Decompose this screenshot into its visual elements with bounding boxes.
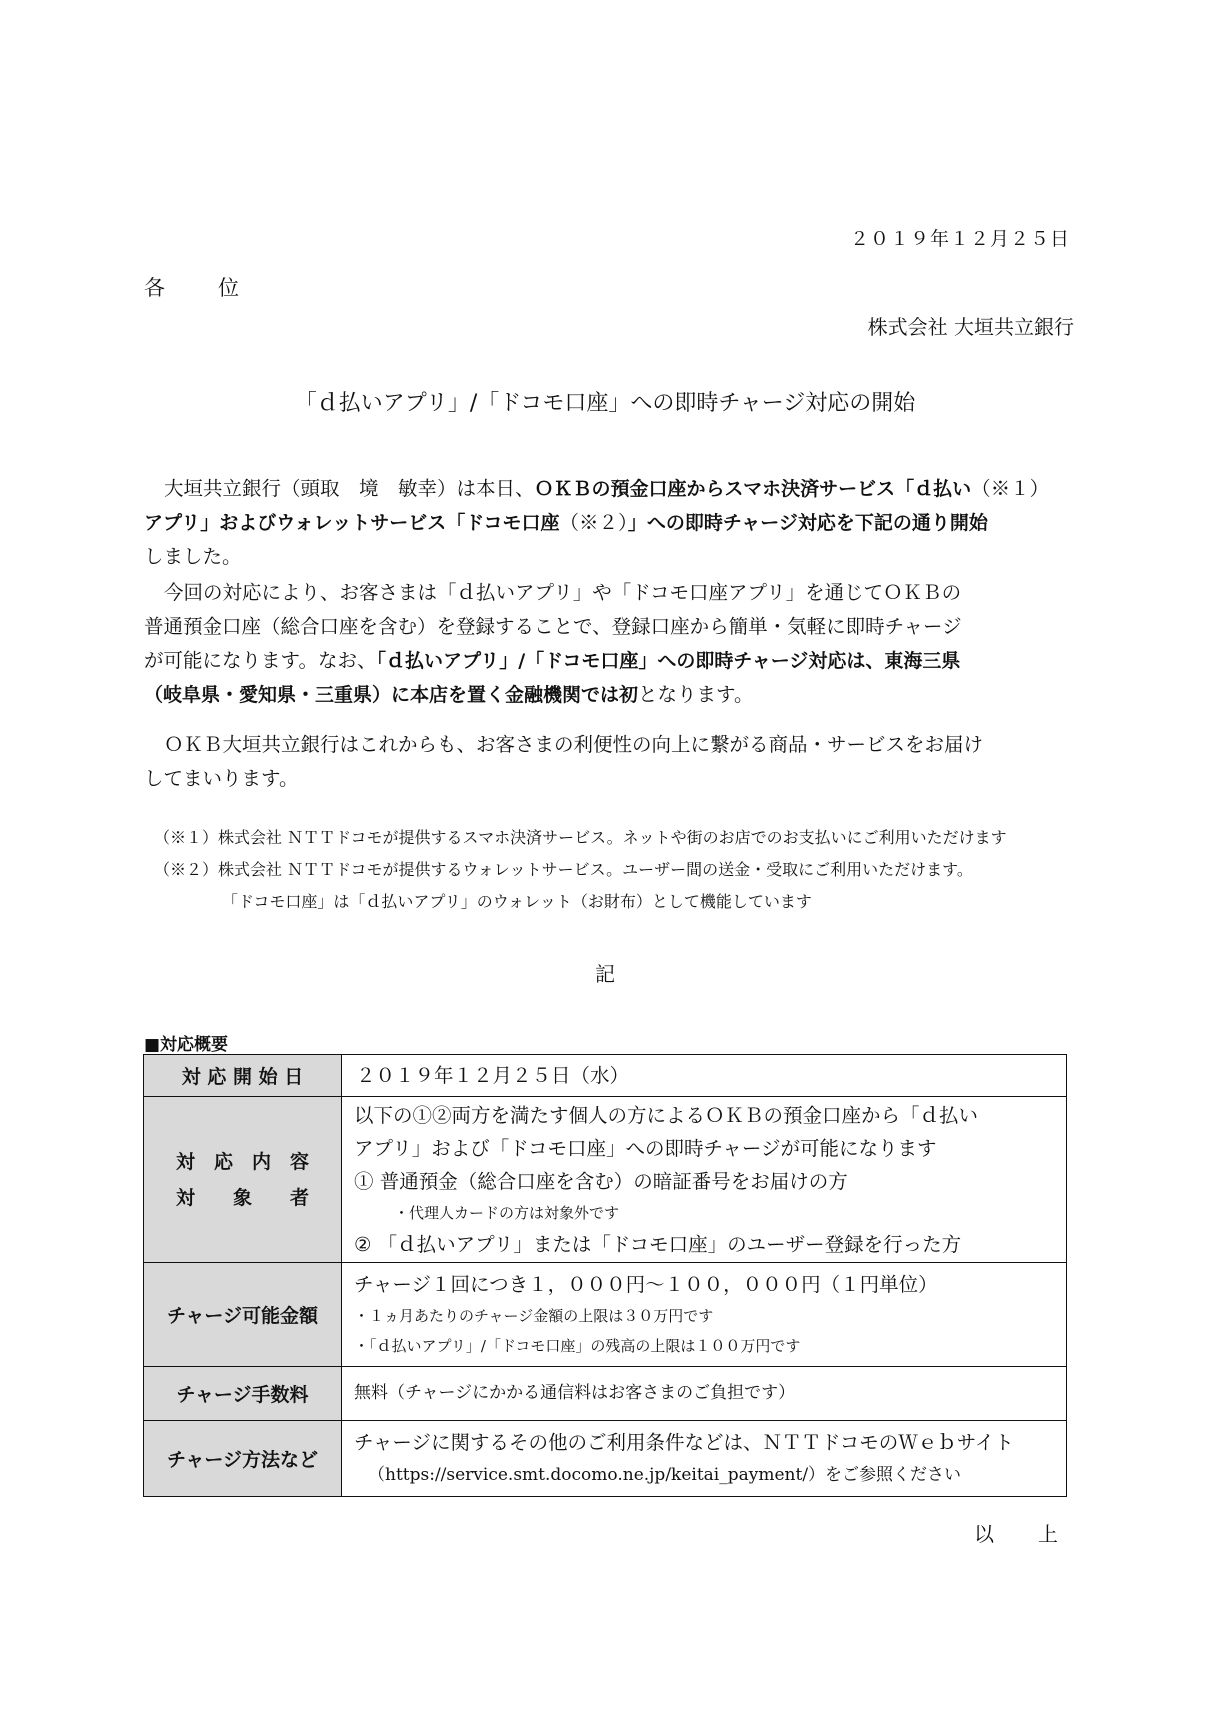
- table-row: [144, 1367, 1067, 1421]
- text-line: アプリ」および「ドコモ口座」への即時チャージが可能になります: [354, 1136, 937, 1160]
- footnote-1: （※１）株式会社 ＮＴＴドコモが提供するスマホ決済サービス。ネットや街のお店でのお支払いにご利用いただけます: [154, 828, 1007, 847]
- table-row: [144, 1421, 1067, 1497]
- text-line: となります。: [638, 683, 754, 706]
- header-charge-method: チャージ方法など: [144, 1421, 342, 1497]
- table-row: [144, 1055, 1067, 1097]
- text-note: （※２）: [559, 511, 628, 534]
- limit-note-balance: ・「ｄ払いアプリ」/「ドコモ口座」の残高の上限は１００万円です: [354, 1337, 801, 1355]
- text-line: チャージ１回につき１，０００円～１００，０００円（１円単位）: [354, 1273, 938, 1296]
- text-bold: 「ｄ払いアプリ」/「ドコモ口座」への即時チャージ対応は、東海三県: [376, 650, 961, 672]
- value-content-target: [342, 1097, 1067, 1263]
- paragraph-details: [144, 576, 1074, 712]
- text-bold: アプリ」およびウォレットサービス「ドコモ口座: [144, 512, 560, 534]
- header-charge-fee: チャージ手数料: [144, 1367, 342, 1421]
- addressee: 各 位: [144, 276, 255, 300]
- header-start-date: 対 応 開 始 日: [144, 1055, 342, 1097]
- text-line: 大垣共立銀行（頭取 境 敏幸）は本日、: [164, 477, 535, 500]
- condition-2: ② 「ｄ払いアプリ」または「ドコモ口座」のユーザー登録を行った方: [354, 1232, 962, 1256]
- footnote-2-continued: 「ドコモ口座」は「ｄ払いアプリ」のウォレット（お財布）として機能しています: [222, 892, 812, 911]
- text-line: 今回の対応により、お客さまは「ｄ払いアプリ」や「ドコモ口座アプリ」を通じてＯＫＢの: [164, 581, 962, 604]
- value-charge-amount: [342, 1263, 1067, 1367]
- value-charge-method: [342, 1421, 1067, 1497]
- sender-name: 株式会社 大垣共立銀行: [867, 315, 1074, 339]
- value-charge-fee: 無料（チャージにかかる通信料はお客さまのご負担です）: [342, 1367, 1067, 1421]
- value-start-date: ２０１９年１２月２５日（水）: [342, 1055, 1067, 1097]
- header-charge-amount: チャージ可能金額: [144, 1263, 342, 1367]
- text-line: 普通預金口座（総合口座を含む）を登録することで、登録口座から簡単・気軽に即時チャージ: [144, 615, 962, 638]
- footnote-2: （※２）株式会社 ＮＴＴドコモが提供するウォレットサービス。ユーザー間の送金・受取にご利用いただけます。: [154, 860, 973, 879]
- text-bold: ＯＫＢの預金口座からスマホ決済サービス「ｄ払い: [534, 478, 972, 500]
- text-line: してまいります。: [144, 767, 299, 790]
- header-target: 対 象 者: [175, 1186, 309, 1209]
- paragraph-announcement: [144, 472, 1074, 574]
- ki-heading: 記: [595, 962, 615, 986]
- header-content: 対 応 内 容: [175, 1150, 309, 1173]
- table-row: [144, 1263, 1067, 1367]
- limit-note-monthly: ・１ヵ月あたりのチャージ金額の上限は３０万円です: [354, 1307, 714, 1325]
- document-date: ２０１９年１２月２５日: [849, 228, 1070, 250]
- document-title: 「ｄ払いアプリ」/「ドコモ口座」への即時チャージ対応の開始: [294, 391, 916, 416]
- condition-1-note: ・代理人カードの方は対象外です: [394, 1203, 620, 1222]
- docomo-url-text: （https://service.smt.docomo.ne.jp/keitai_payment/）をご参照ください: [368, 1464, 962, 1485]
- text-line: チャージに関するその他のご利用条件などは、ＮＴＴドコモのＷｅｂサイト: [354, 1430, 1014, 1454]
- overview-table: [143, 1054, 1067, 1497]
- condition-1: ① 普通預金（総合口座を含む）の暗証番号をお届けの方: [354, 1169, 848, 1193]
- section-title: ■対応概要: [144, 1035, 229, 1055]
- text-bold: 」への即時チャージ対応を下記の通り開始: [627, 512, 988, 534]
- header-content-target: [144, 1097, 342, 1263]
- closing-mark: 以 上: [974, 1522, 1070, 1546]
- table-row: [144, 1097, 1067, 1263]
- text-line: しました。: [144, 545, 242, 568]
- text-note: （※１）: [971, 477, 1050, 500]
- footnotes: [154, 822, 1007, 918]
- text-line: 以下の①②両方を満たす個人の方によるＯＫＢの預金口座から「ｄ払い: [354, 1103, 979, 1127]
- text-line: ＯＫＢ大垣共立銀行はこれからも、お客さまの利便性の向上に繋がる商品・サービスをお届け: [164, 733, 984, 756]
- text-bold: （岐阜県・愛知県・三重県）に本店を置く金融機関では初: [144, 684, 639, 706]
- text-line: が可能になります。なお、: [144, 649, 377, 672]
- paragraph-closing: [144, 728, 1074, 796]
